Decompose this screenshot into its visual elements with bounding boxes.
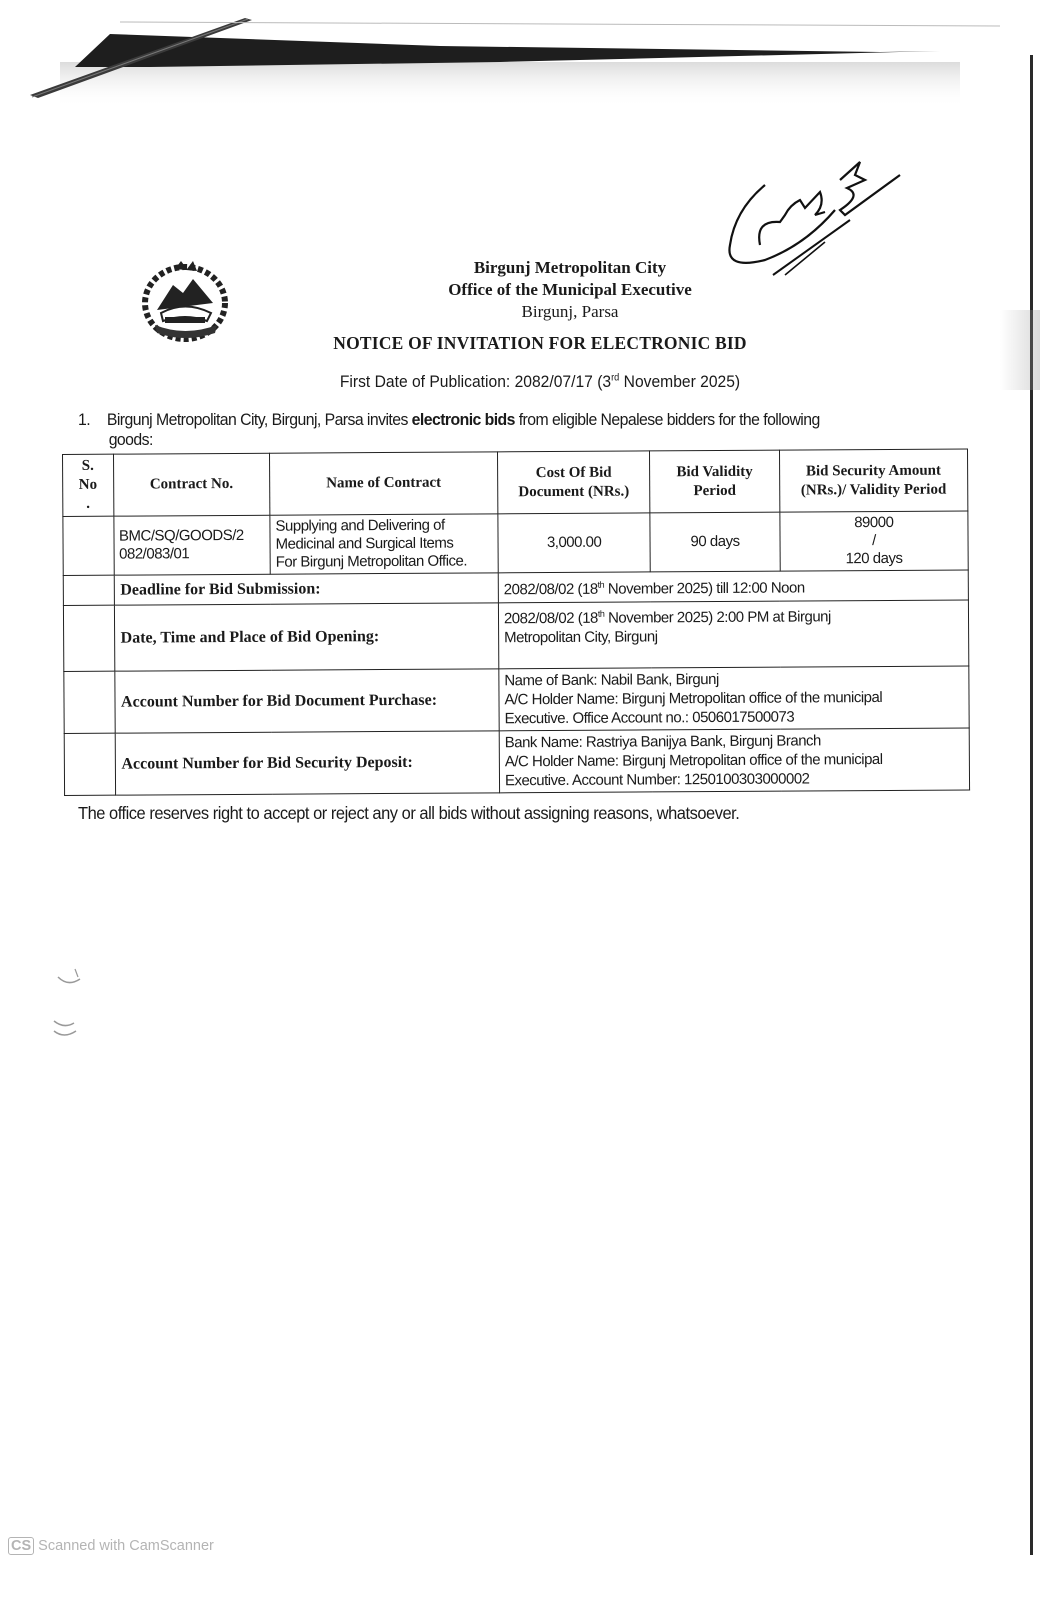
intro-text-after: from eligible Nepalese bidders for the following bbox=[514, 410, 820, 429]
detail-row-deposit bbox=[64, 728, 969, 796]
cell-validity: 90 days bbox=[650, 512, 780, 572]
cell-empty bbox=[63, 605, 114, 671]
opening-value-b: November 2025) 2:00 PM at Birgunj bbox=[604, 608, 831, 627]
stray-pen-marks bbox=[50, 965, 90, 1045]
bid-table bbox=[62, 448, 970, 796]
office-location: Birgunj, Parsa bbox=[521, 302, 619, 321]
header-security bbox=[779, 449, 968, 512]
cell-sno bbox=[63, 516, 114, 575]
cell-security bbox=[780, 511, 969, 571]
intro-text-bold: electronic bids bbox=[411, 410, 515, 429]
header-security-2: (NRs.)/ Validity Period bbox=[800, 481, 947, 498]
deadline-value-b: November 2025) till 12:00 Noon bbox=[604, 579, 805, 598]
security-amount: 89000 bbox=[854, 513, 894, 532]
header-cost-2: Document (NRs.) bbox=[518, 483, 630, 500]
deadline-value-sup: th bbox=[597, 579, 605, 590]
header-validity-2: Period bbox=[693, 482, 737, 499]
security-period: 120 days bbox=[845, 549, 903, 568]
detail-row-purchase bbox=[64, 666, 969, 734]
header-validity bbox=[650, 450, 780, 513]
cell-empty bbox=[64, 733, 115, 795]
camscanner-watermark bbox=[8, 1537, 214, 1555]
header-sno-1: S. bbox=[81, 457, 94, 474]
closing-statement: The office reserves right to accept or reject any or all bids without assigning reasons, whatsoever. bbox=[78, 803, 740, 823]
deadline-value bbox=[498, 570, 968, 603]
purchase-holder: A/C Holder Name: Birgunj Metropolitan office of the municipal bbox=[504, 688, 883, 709]
intro-text-before: Birgunj Metropolitan City, Birgunj, Parsa invites bbox=[106, 410, 412, 429]
contract-no-1: BMC/SQ/GOODS/2 bbox=[118, 526, 244, 545]
header-cost-1: Cost Of Bid bbox=[535, 464, 612, 481]
publication-date bbox=[52, 372, 1027, 392]
cell-empty bbox=[64, 671, 115, 733]
org-name: Birgunj Metropolitan City bbox=[473, 258, 667, 277]
office-name: Office of the Municipal Executive bbox=[448, 280, 692, 299]
header-security-1: Bid Security Amount bbox=[805, 462, 942, 479]
contract-name-2: Medicinal and Surgical Items bbox=[275, 534, 454, 553]
deadline-label: Deadline for Bid Submission: bbox=[114, 573, 499, 605]
publication-label: First Date of Publication: 2082/07/17 (3 bbox=[339, 372, 612, 391]
intro-paragraph bbox=[78, 410, 906, 450]
deposit-account: Executive. Account Number: 1250100303000002 bbox=[504, 770, 810, 790]
scan-fold-shadow bbox=[0, 0, 1060, 110]
cell-contract-name bbox=[270, 514, 498, 574]
cell-empty bbox=[63, 575, 114, 605]
deposit-value bbox=[499, 728, 969, 793]
security-sep: / bbox=[872, 532, 876, 550]
header-validity-1: Bid Validity bbox=[676, 463, 753, 480]
contract-no-2: 082/083/01 bbox=[119, 545, 190, 563]
header-sno-2: No bbox=[78, 476, 98, 493]
header-contract-name: Name of Contract bbox=[270, 452, 498, 515]
camscanner-logo-icon: CS bbox=[8, 1537, 34, 1555]
purchase-account: Executive. Office Account no.: 0506017500073 bbox=[504, 708, 795, 728]
header-sno-3: . bbox=[86, 495, 90, 512]
watermark-text: Scanned with CamScanner bbox=[38, 1538, 214, 1554]
table-row bbox=[63, 511, 968, 576]
deposit-label: Account Number for Bid Security Deposit: bbox=[115, 731, 500, 795]
publication-tail: November 2025) bbox=[619, 372, 741, 391]
intro-number: 1. bbox=[78, 410, 91, 429]
header-contract-no: Contract No. bbox=[113, 453, 270, 516]
header-sno bbox=[63, 454, 114, 516]
cell-contract-no bbox=[113, 515, 270, 575]
contract-name-3: For Birgunj Metropolitan Office. bbox=[275, 552, 468, 571]
publication-sup: rd bbox=[611, 372, 620, 384]
deadline-value-a: 2082/08/02 (18 bbox=[503, 580, 598, 599]
purchase-bank: Name of Bank: Nabil Bank, Birgunj bbox=[504, 670, 719, 690]
header-cost bbox=[497, 451, 650, 514]
opening-value-sup: th bbox=[597, 608, 605, 619]
opening-label: Date, Time and Place of Bid Opening: bbox=[114, 603, 499, 671]
opening-value bbox=[498, 600, 968, 669]
cell-cost: 3,000.00 bbox=[498, 513, 651, 573]
detail-row-opening bbox=[63, 600, 968, 672]
opening-value-c: Metropolitan City, Birgunj bbox=[504, 628, 658, 647]
purchase-value bbox=[499, 666, 969, 731]
contract-name-1: Supplying and Delivering of bbox=[275, 516, 445, 535]
intro-text-cont: goods: bbox=[108, 430, 153, 449]
table-header-row bbox=[63, 449, 968, 517]
deposit-bank: Bank Name: Rastriya Banijya Bank, Birgunj Branch bbox=[504, 732, 821, 752]
notice-title: NOTICE OF INVITATION FOR ELECTRONIC BID bbox=[333, 333, 747, 353]
purchase-label: Account Number for Bid Document Purchase: bbox=[114, 669, 499, 733]
deposit-holder: A/C Holder Name: Birgunj Metropolitan office of the municipal bbox=[504, 750, 883, 771]
opening-value-a: 2082/08/02 (18 bbox=[503, 609, 598, 628]
